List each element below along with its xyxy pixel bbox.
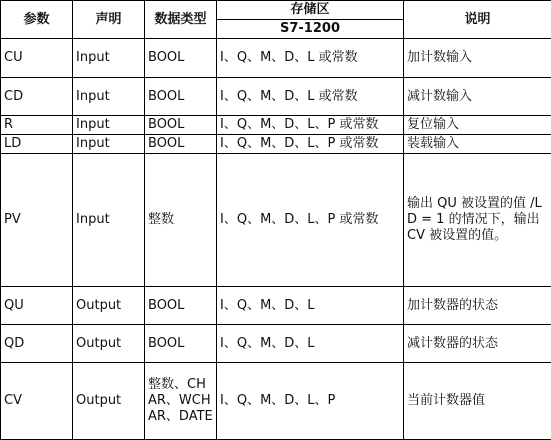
cell-param: R (1, 116, 73, 135)
cell-param: CU (1, 39, 73, 78)
cell-declaration: Output (73, 325, 145, 363)
table-row (1, 287, 551, 325)
header-storage: 存储区 (217, 1, 404, 20)
table-row (1, 39, 551, 78)
cell-param: QU (1, 287, 73, 325)
cell-description: 减计数器的状态 (404, 325, 551, 363)
cell-data-type: BOOL (145, 135, 217, 154)
cell-data-type: 整数、CHAR、WCHAR、DATE (145, 363, 217, 440)
table-row (1, 78, 551, 116)
cell-data-type: BOOL (145, 116, 217, 135)
cell-data-type: 整数 (145, 154, 217, 287)
header-row (1, 1, 551, 20)
cell-description: 减计数输入 (404, 78, 551, 116)
cell-param: CD (1, 78, 73, 116)
header-data-type: 数据类型 (145, 1, 217, 39)
table-row (1, 135, 551, 154)
cell-storage: I、Q、M、D、L、P 或常数 (217, 135, 404, 154)
cell-declaration: Input (73, 154, 145, 287)
cell-storage: I、Q、M、D、L、P (217, 363, 404, 440)
cell-storage: I、Q、M、D、L、P 或常数 (217, 116, 404, 135)
cell-declaration: Input (73, 39, 145, 78)
cell-param: PV (1, 154, 73, 287)
cell-data-type: BOOL (145, 78, 217, 116)
cell-data-type: BOOL (145, 39, 217, 78)
cell-description: 装载输入 (404, 135, 551, 154)
table-row (1, 116, 551, 135)
cell-description: 输出 QU 被设置的值 /LD = 1 的情况下，输出 CV 被设置的值。 (404, 154, 551, 287)
cell-storage: I、Q、M、D、L (217, 325, 404, 363)
table-row (1, 325, 551, 363)
cell-storage: I、Q、M、D、L、P 或常数 (217, 154, 404, 287)
cell-declaration: Output (73, 363, 145, 440)
cell-param: CV (1, 363, 73, 440)
cell-storage: I、Q、M、D、L (217, 287, 404, 325)
cell-storage: I、Q、M、D、L 或常数 (217, 39, 404, 78)
header-param: 参数 (1, 1, 73, 39)
table-row (1, 363, 551, 440)
header-storage-sub: S7-1200 (217, 20, 404, 39)
cell-description: 当前计数器值 (404, 363, 551, 440)
cell-declaration: Input (73, 78, 145, 116)
cell-param: LD (1, 135, 73, 154)
table-row (1, 154, 551, 287)
cell-param: QD (1, 325, 73, 363)
cell-declaration: Input (73, 135, 145, 154)
cell-data-type: BOOL (145, 325, 217, 363)
cell-declaration: Output (73, 287, 145, 325)
cell-description: 加计数输入 (404, 39, 551, 78)
cell-description: 加计数器的状态 (404, 287, 551, 325)
cell-declaration: Input (73, 116, 145, 135)
header-declaration: 声明 (73, 1, 145, 39)
cell-storage: I、Q、M、D、L 或常数 (217, 78, 404, 116)
header-description: 说明 (404, 1, 551, 39)
cell-description: 复位输入 (404, 116, 551, 135)
cell-data-type: BOOL (145, 287, 217, 325)
